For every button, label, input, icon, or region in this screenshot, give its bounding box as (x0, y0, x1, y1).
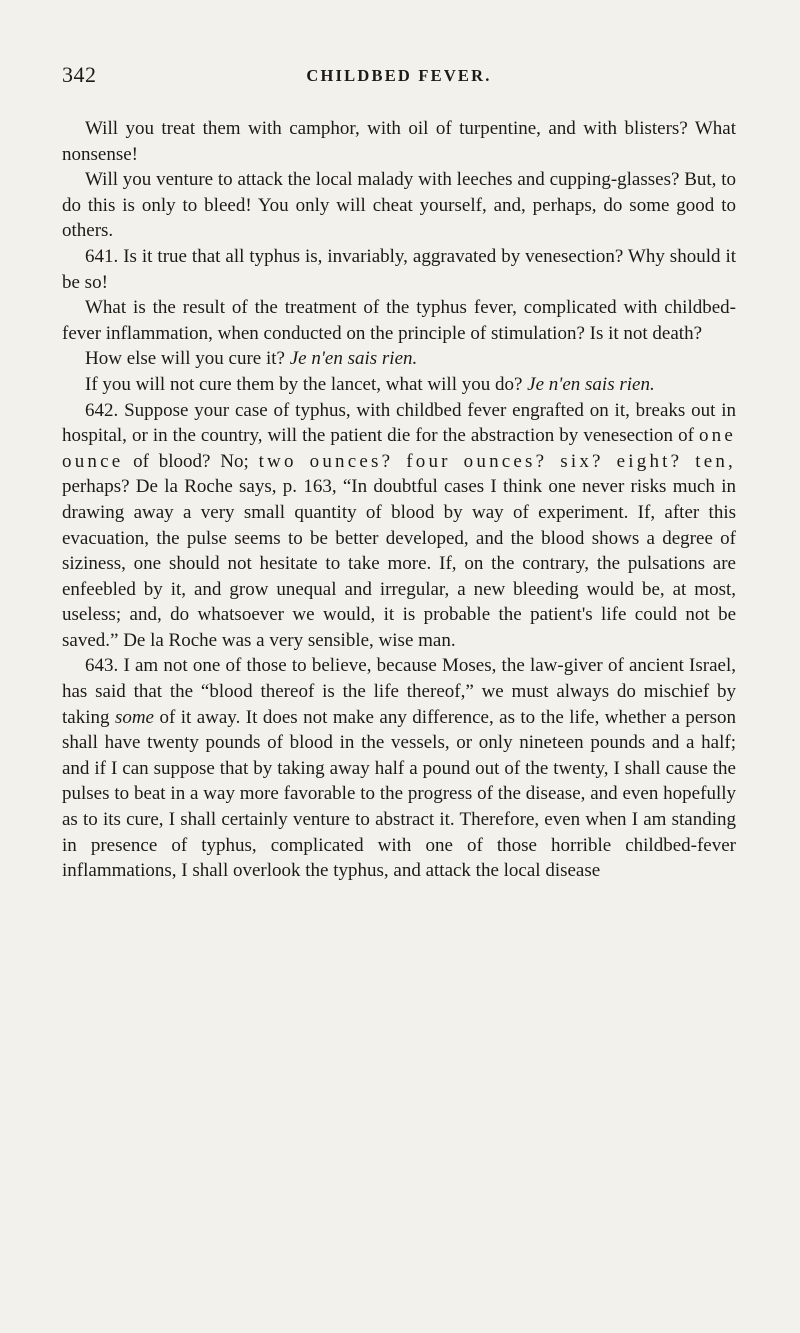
paragraph-642-text-a: 642. Suppose your case of typhus, with childbed fever engrafted on it, breaks out in hospital, or in the country, will the patient die for the abstraction by venesection of (62, 399, 736, 447)
paragraph-5 (62, 346, 736, 372)
paragraph-643-text-b: of it away. It does not make any difference, as to the life, whether a person shall have twenty pounds of blood in the vessels, or only nineteen pounds and a half; and if I can suppose that by taking away half a pound out of the twenty, I shall cause the pulses to beat in a way more favorable to the progress of the disease, and even hopefully as to its cure, I shall certainly venture to abstract it. Therefore, even when I am standing in presence of typhus, complicated with one of those horrible childbed-fever inflammations, I shall overlook the typhus, and attack the local disease (62, 706, 736, 882)
paragraph-643-text-a: 643. I am not one of those to believe, because Moses, the law-giver of ancient Israel, has said that the “blood thereof is the life thereof,” we must always do mischief by taking (62, 655, 736, 728)
french-phrase: Je n'en sais rien. (289, 348, 418, 370)
spaced-quantities: two ounces? four ounces? six? eight? ten, (258, 450, 737, 472)
paragraph-6-text: If you will not cure them by the lancet, what will you do? (85, 373, 528, 395)
body-text (62, 116, 736, 884)
running-head (62, 62, 736, 96)
paragraph-642-text-c: perhaps? De la Roche says, p. 163, “In doubtful cases I think one never risks much in drawing away a very small quantity of blood by way of experiment. If, after this evacuation, the pulse seems to be better developed, and the blood shows a degree of siziness, one should not hesitate to take more. If, on the contrary, the pulsations are enfeebled by it, and grow unequal and irregular, a new bleeding would be, at most, useless; and, do whatsoever we would, it is probable the patient's life could not be saved.” De la Roche was a very sensible, wise man. (62, 476, 736, 651)
paragraph-2: Will you venture to attack the local malady with leeches and cupping-glasses? But, to do this is only to bleed! You only will cheat yourself, and, perhaps, do some good to others. (62, 169, 736, 242)
spaced-one-ounce: one ounce (62, 425, 736, 472)
french-phrase: Je n'en sais rien. (527, 373, 655, 395)
paragraph-643 (62, 653, 736, 883)
emphasis-some: some (114, 706, 154, 728)
paragraph-5-text: How else will you cure it? (85, 348, 290, 370)
paragraph-6 (62, 372, 736, 398)
paragraph-642-text-b: of blood? No; (123, 450, 259, 472)
paragraph-1: Will you treat them with camphor, with oil of turpentine, and with blisters? What nonsense! (62, 118, 736, 165)
paragraph-642 (62, 398, 736, 654)
running-title: CHILDBED FEVER. (306, 66, 492, 85)
page-number: 342 (62, 62, 97, 87)
paragraph-641: 641. Is it true that all typhus is, invariably, aggravated by venesection? Why should it be so! (62, 245, 736, 293)
paragraph-4: What is the result of the treatment of the typhus fever, complicated with childbed-fever inflammation, when conducted on the principle of stimulation? Is it not death? (62, 297, 736, 344)
